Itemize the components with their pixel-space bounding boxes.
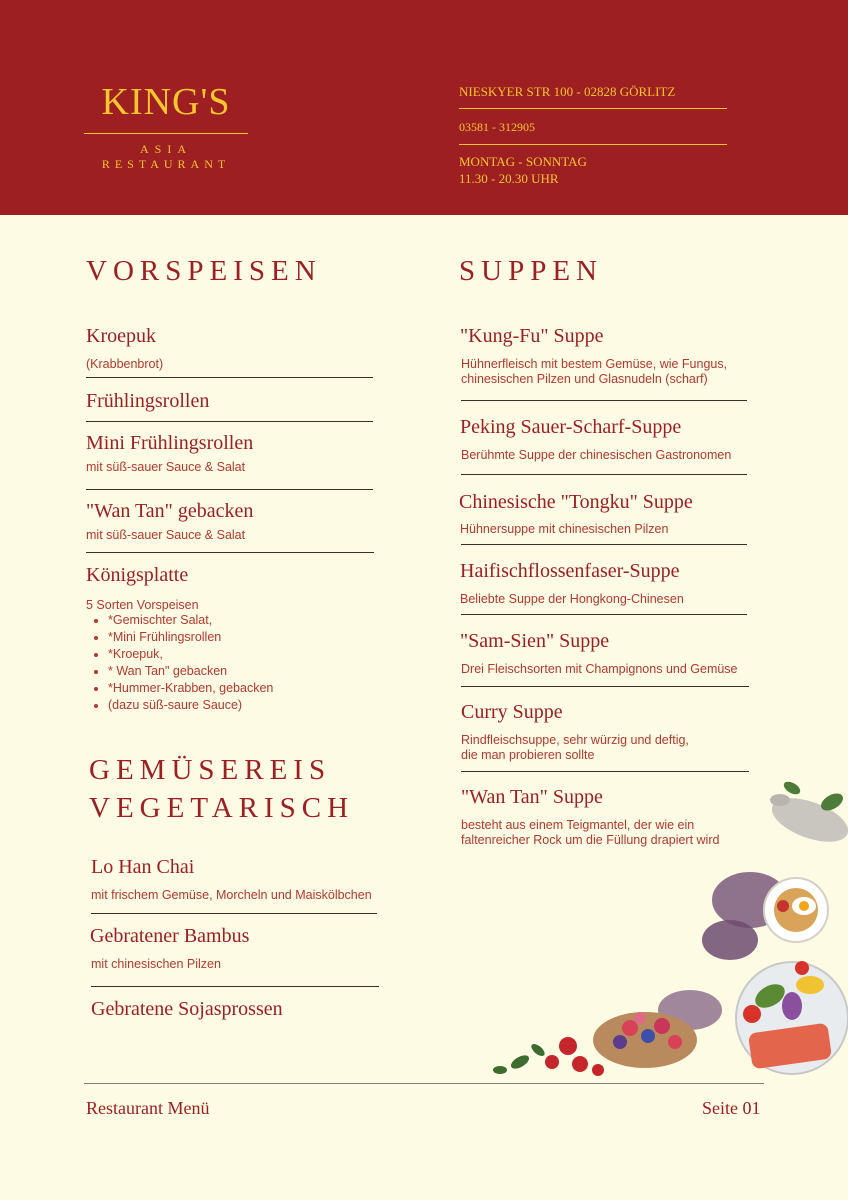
footer-title: Restaurant Menü <box>86 1098 210 1118</box>
item-divider <box>461 544 747 545</box>
item-divider <box>461 686 749 687</box>
menu-item-name: Chinesische "Tongku" Suppe <box>459 491 693 513</box>
header-divider <box>459 144 727 145</box>
list-item: • * Wan Tan" gebacken <box>108 663 273 680</box>
menu-item-name: "Wan Tan" Suppe <box>461 786 603 808</box>
menu-item-desc: Hühnersuppe mit chinesischen Pilzen <box>460 522 669 536</box>
item-divider <box>86 421 373 422</box>
logo-title: KING'S <box>101 81 231 123</box>
header-divider <box>459 108 727 109</box>
logo-subtitle-asia: ASIA <box>139 142 192 156</box>
section-title-vegetarisch: VEGETARISCH <box>89 792 355 824</box>
list-item: • *Hummer-Krabben, gebacken <box>108 680 273 697</box>
item-divider <box>86 489 373 490</box>
opening-hours: 11.30 - 20.30 UHR <box>459 171 559 186</box>
menu-item-desc: Drei Fleischsorten mit Champignons und Gemüse <box>461 662 738 676</box>
item-divider <box>461 400 747 401</box>
address: NIESKYER STR 100 - 02828 GÖRLITZ <box>459 84 676 99</box>
menu-item-name: Peking Sauer-Scharf-Suppe <box>460 416 682 438</box>
menu-item-name: Haifischflossenfaser-Suppe <box>460 560 680 582</box>
list-item: • *Gemischter Salat, <box>108 612 273 629</box>
menu-item-name: Lo Han Chai <box>91 856 195 878</box>
list-item: • *Mini Frühlingsrollen <box>108 629 273 646</box>
item-divider <box>86 552 374 553</box>
menu-item-desc: (Krabbenbrot) <box>86 357 164 371</box>
item-divider <box>91 913 377 914</box>
menu-item-desc: Berühmte Suppe der chinesischen Gastronomen <box>461 448 732 462</box>
menu-item-desc: chinesischen Pilzen und Glasnudeln (scharf) <box>461 372 708 386</box>
menu-item-name: Mini Frühlingsrollen <box>86 432 254 454</box>
header-banner <box>0 0 848 215</box>
item-divider <box>86 377 373 378</box>
section-title-vorspeisen: VORSPEISEN <box>86 255 322 287</box>
menu-item-name: Gebratene Sojasprossen <box>91 998 283 1020</box>
menu-item-name: "Sam-Sien" Suppe <box>460 630 610 652</box>
list-item: • *Kroepuk, <box>108 646 273 663</box>
footer-divider <box>84 1083 764 1084</box>
item-divider <box>91 986 379 987</box>
list-item: • (dazu süß-saure Sauce) <box>108 697 273 714</box>
menu-item-desc: 5 Sorten Vorspeisen <box>86 598 199 612</box>
logo-subtitle-restaurant: RESTAURANT <box>101 157 231 171</box>
menu-item-desc: faltenreicher Rock um die Füllung drapiert wird <box>461 833 720 847</box>
food-illustration-icon <box>480 770 848 1090</box>
menu-item-desc: Rindfleischsuppe, sehr würzig und deftig, <box>461 733 689 747</box>
section-title-suppen: SUPPEN <box>459 255 603 287</box>
menu-item-desc: mit süß-sauer Sauce & Salat <box>86 460 246 474</box>
menu-item-name: Gebratener Bambus <box>90 925 250 947</box>
menu-item-name: Königsplatte <box>86 564 189 586</box>
opening-days: MONTAG - SONNTAG <box>459 154 587 169</box>
menu-item-desc: besteht aus einem Teigmantel, der wie ein <box>461 818 695 832</box>
menu-item-name: "Kung-Fu" Suppe <box>460 325 604 347</box>
menu-item-name: Kroepuk <box>86 325 156 347</box>
menu-item-name: Frühlingsrollen <box>86 390 210 412</box>
menu-item-desc: mit süß-sauer Sauce & Salat <box>86 528 246 542</box>
menu-item-desc: die man probieren sollte <box>461 748 595 762</box>
item-divider <box>461 474 747 475</box>
menu-item-desc: Beliebte Suppe der Hongkong-Chinesen <box>460 592 684 606</box>
section-title-gemuesereis: GEMÜSEREIS <box>89 754 332 786</box>
koenigsplatte-list <box>108 612 273 714</box>
menu-item-desc: mit frischem Gemüse, Morcheln und Maiskölbchen <box>91 888 372 902</box>
menu-item-desc: Hühnerfleisch mit bestem Gemüse, wie Fungus, <box>461 357 728 371</box>
phone: 03581 - 312905 <box>459 120 535 134</box>
menu-item-name: "Wan Tan" gebacken <box>86 500 254 522</box>
menu-item-desc: mit chinesischen Pilzen <box>91 957 221 971</box>
item-divider <box>461 614 747 615</box>
page-number: Seite 01 <box>702 1098 761 1118</box>
logo-divider <box>84 133 248 134</box>
menu-item-name: Curry Suppe <box>461 701 563 723</box>
